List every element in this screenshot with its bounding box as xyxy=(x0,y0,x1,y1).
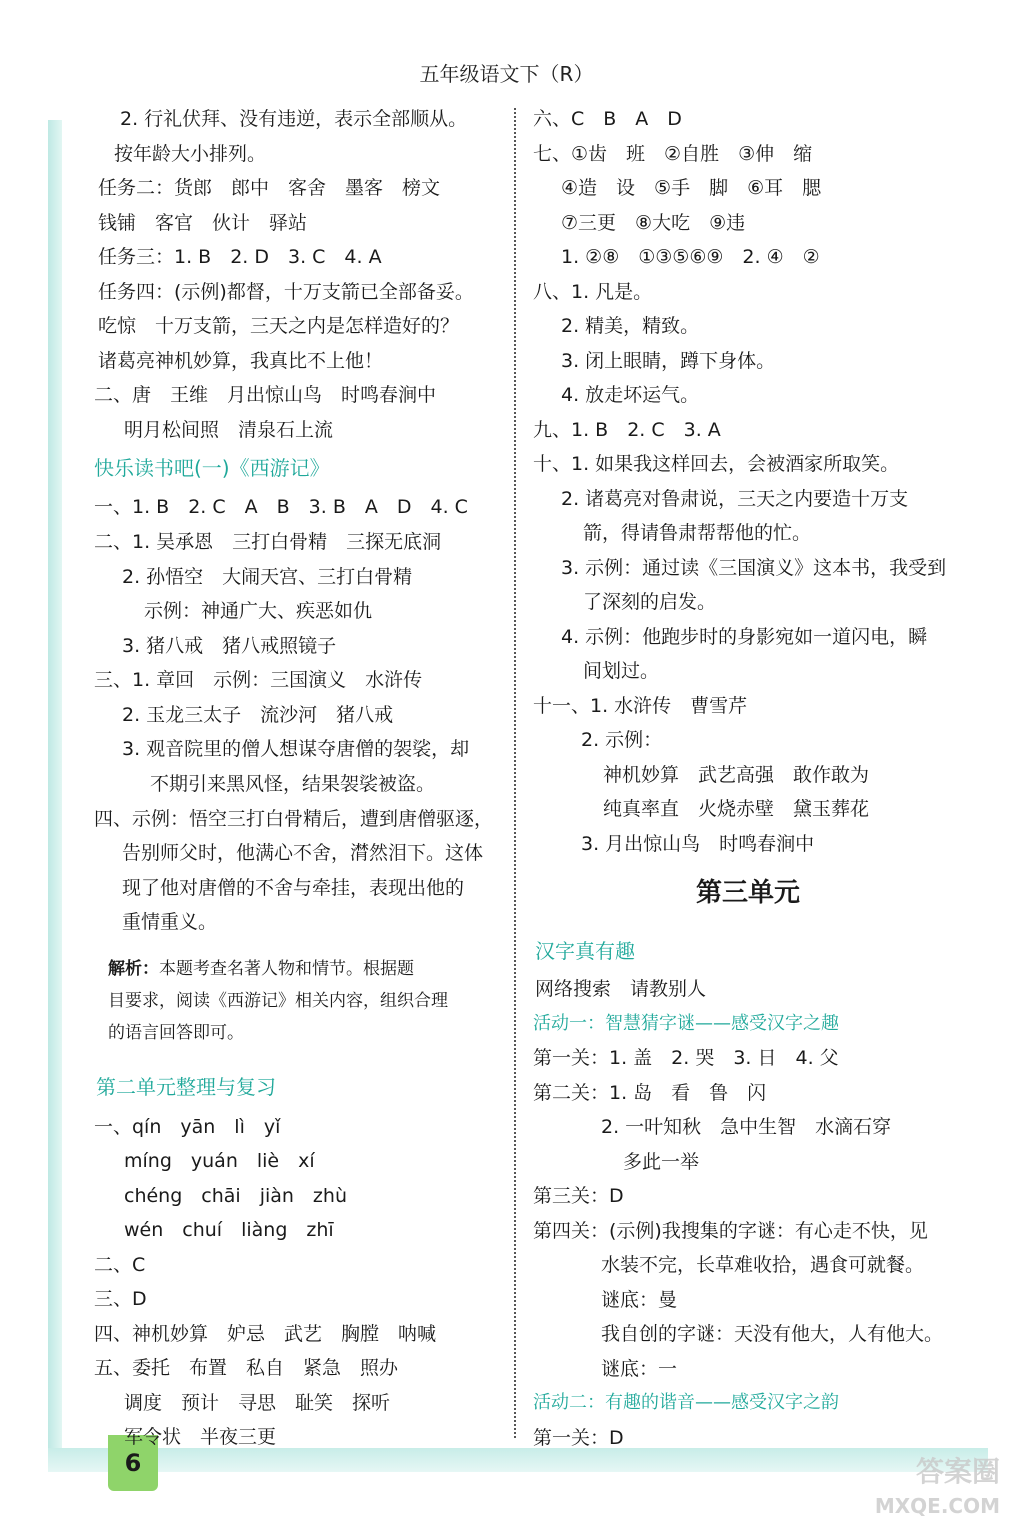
answer-line: 三、1. 章回 示例：三国演义 水浒传 xyxy=(94,669,423,691)
answer-line: 九、1. B 2. C 3. A xyxy=(533,419,721,441)
answer-line: 2. 孙悟空 大闹天宫、三打白骨精 xyxy=(122,566,413,588)
answer-line: 2. 行礼伏拜、没有违逆，表示全部顺从。 xyxy=(120,108,468,130)
answer-line: 现了他对唐僧的不舍与牵挂，表现出他的 xyxy=(122,877,465,899)
answer-line: 3. 闭上眼睛，蹲下身体。 xyxy=(561,350,776,372)
answer-line: 一、1. B 2. C A B 3. B A D 4. C xyxy=(94,496,468,518)
answer-line: 多此一举 xyxy=(623,1151,700,1173)
answer-line: 明月松间照 清泉石上流 xyxy=(124,419,334,441)
activity-heading: 活动二：有趣的谐音——感受汉字之韵 xyxy=(533,1392,839,1413)
answer-line: 网络搜索 请教别人 xyxy=(535,978,707,1000)
answer-line: 告别师父时，他满心不舍，潸然泪下。这体 xyxy=(122,842,484,864)
pinyin-line: míng yuán liè xí xyxy=(124,1150,315,1172)
watermark-line: MXQE.COM xyxy=(874,1494,1000,1518)
answer-line: 任务二：货郎 郎中 客舍 墨客 榜文 xyxy=(98,177,441,199)
pinyin-line: wén chuí liàng zhī xyxy=(124,1219,334,1241)
answer-line: 吃惊 十万支箭，三天之内是怎样造好的？ xyxy=(98,315,460,337)
answer-line: 六、C B A D xyxy=(533,108,682,130)
analysis-note: 目要求，阅读《西游记》相关内容，组织合理 xyxy=(108,991,448,1011)
answer-line: 诸葛亮神机妙算，我真比不上他！ xyxy=(98,350,384,372)
answer-line: 水装不完，长草难收拾，遇食可就餐。 xyxy=(601,1254,925,1276)
answer-line: 按年龄大小排列。 xyxy=(114,143,267,165)
page-title: 五年级语文下（R） xyxy=(419,62,594,86)
answer-line: 钱铺 客官 伙计 驿站 xyxy=(98,212,308,234)
answer-line: 3. 猪八戒 猪八戒照镜子 xyxy=(122,635,337,657)
analysis-note: 的语言回答即可。 xyxy=(108,1023,244,1043)
answer-line: 调度 预计 寻思 耻笑 探听 xyxy=(124,1392,391,1414)
answer-line: 3. 月出惊山鸟 时鸣春涧中 xyxy=(581,833,815,855)
answer-line: 第四关：(示例)我搜集的字谜：有心走不快，见 xyxy=(533,1220,928,1242)
answer-line: 任务四：(示例)都督，十万支箭已全部备妥。 xyxy=(98,281,474,303)
answer-line: 任务三：1. B 2. D 3. C 4. A xyxy=(98,246,382,268)
answer-line: 二、唐 王维 月出惊山鸟 时鸣春涧中 xyxy=(94,384,437,406)
pinyin-line: chéng chāi jiàn zhù xyxy=(124,1185,347,1207)
pinyin-line: 一、qín yān lì yǐ xyxy=(94,1116,281,1138)
answer-line: 1. ②⑧ ①③⑤⑥⑨ 2. ④ ② xyxy=(561,246,820,268)
answer-line: 示例：神通广大、疾恶如仇 xyxy=(144,600,373,622)
answer-line: 七、①齿 班 ②自胜 ③伸 缩 xyxy=(533,143,813,165)
section-heading: 汉字真有趣 xyxy=(535,939,635,963)
answer-line: ⑦三更 ⑧大吃 ⑨违 xyxy=(561,212,746,234)
activity-heading: 活动一：智慧猜字谜——感受汉字之趣 xyxy=(533,1013,839,1034)
answer-line: 2. 精美，精致。 xyxy=(561,315,700,337)
unit-heading: 第三单元 xyxy=(695,878,800,908)
watermark-line: 答案圈 xyxy=(915,1455,1000,1488)
answer-line: 重情重义。 xyxy=(122,911,218,933)
left-decor-band xyxy=(48,120,62,1450)
answer-line: 八、1. 凡是。 xyxy=(533,281,653,303)
analysis-label: 解析： xyxy=(108,959,159,979)
answer-line: 军令状 半夜三更 xyxy=(124,1426,277,1448)
section-heading: 快乐读书吧(一)《西游记》 xyxy=(94,456,330,480)
answer-line: 二、1. 吴承恩 三打白骨精 三探无底洞 xyxy=(94,531,442,553)
answer-line: 2. 示例： xyxy=(581,729,663,751)
answer-line: 第一关：1. 盖 2. 哭 3. 日 4. 父 xyxy=(533,1047,839,1069)
column-divider xyxy=(514,108,516,1438)
answer-line: 神机妙算 武艺高强 敢作敢为 xyxy=(603,764,870,786)
answer-line: 2. 玉龙三太子 流沙河 猪八戒 xyxy=(122,704,394,726)
answer-line: 纯真率直 火烧赤壁 黛玉葬花 xyxy=(603,798,870,820)
answer-line: 第三关：D xyxy=(533,1185,624,1207)
answer-line: 三、D xyxy=(94,1288,147,1310)
answer-line: 谜底：曼 xyxy=(601,1289,678,1311)
answer-line: 箭，得请鲁肃帮帮他的忙。 xyxy=(583,522,812,544)
answer-line: 五、委托 布置 私自 紧急 照办 xyxy=(94,1357,399,1379)
answer-line: 十一、1. 水浒传 曹雪芹 xyxy=(533,695,748,717)
answer-line: 十、1. 如果我这样回去，会被酒家所取笑。 xyxy=(533,453,900,475)
answer-line: 四、神机妙算 妒忌 武艺 胸膛 呐喊 xyxy=(94,1323,437,1345)
answer-line: 了深刻的启发。 xyxy=(583,591,717,613)
answer-line: 我自创的字谜：天没有他大，人有他大。 xyxy=(601,1323,944,1345)
answer-line: 4. 放走坏运气。 xyxy=(561,384,700,406)
answer-line: 2. 一叶知秋 急中生智 水滴石穿 xyxy=(601,1116,892,1138)
page-number: 6 xyxy=(108,1435,158,1491)
answer-line: 二、C xyxy=(94,1254,146,1276)
answer-line: 2. 诸葛亮对鲁肃说，三天之内要造十万支 xyxy=(561,488,909,510)
answer-line: ④造 设 ⑤手 脚 ⑥耳 腮 xyxy=(561,177,822,199)
answer-line: 不期引来黑风怪，结果袈裟被盗。 xyxy=(150,773,436,795)
answer-line: 第二关：1. 岛 看 鲁 闪 xyxy=(533,1082,767,1104)
answer-line: 谜底：一 xyxy=(601,1358,678,1380)
answer-line: 3. 示例：通过读《三国演义》这本书，我受到 xyxy=(561,557,947,579)
analysis-note xyxy=(108,956,414,982)
answer-line: 4. 示例：他跑步时的身影宛如一道闪电，瞬 xyxy=(561,626,928,648)
watermark xyxy=(870,1455,1000,1530)
bottom-decor-band xyxy=(48,1448,988,1472)
answer-line: 四、示例：悟空三打白骨精后，遭到唐僧驱逐， xyxy=(94,808,494,830)
answer-line: 3. 观音院里的僧人想谋夺唐僧的袈裟，却 xyxy=(122,738,470,760)
answer-line: 第一关：D xyxy=(533,1427,624,1449)
analysis-text: 本题考查名著人物和情节。根据题 xyxy=(159,959,414,979)
section-heading: 第二单元整理与复习 xyxy=(96,1075,276,1099)
answer-line: 间划过。 xyxy=(583,660,660,682)
